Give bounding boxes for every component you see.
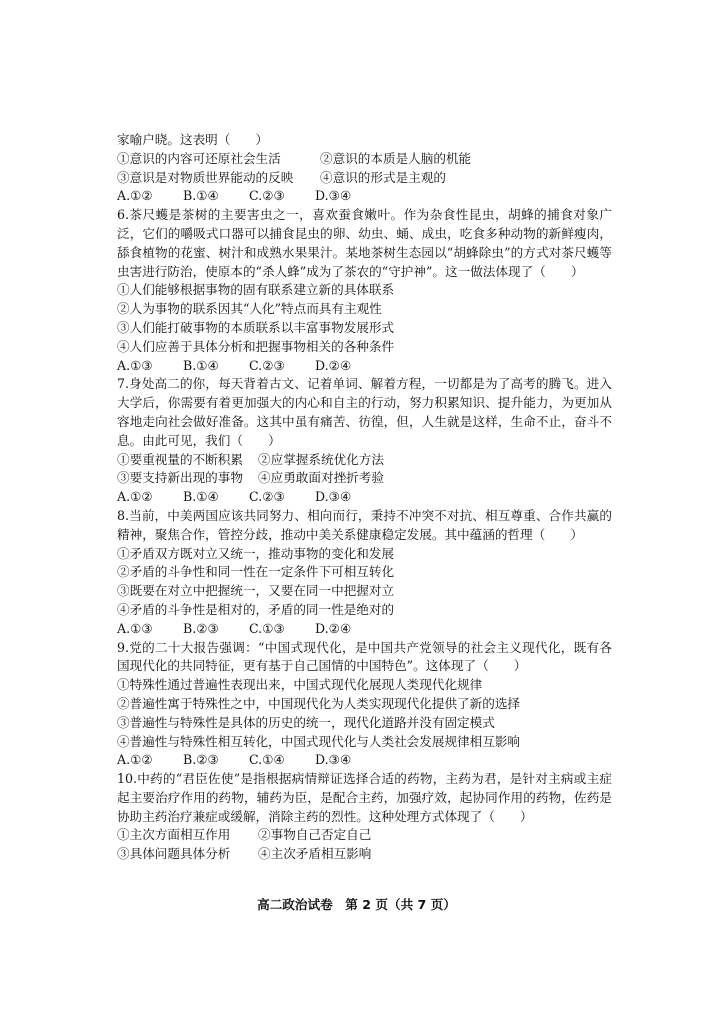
q9-choice-a: A.①② — [117, 752, 153, 768]
q6-option-3: ③人们能打破事物的本质联系以丰富事物发展形式 — [117, 319, 395, 335]
q10-option-3: ③具体问题具体分析 — [117, 846, 231, 862]
question-content — [117, 131, 612, 864]
q6-choice-c: C.②③ — [249, 357, 285, 373]
q6-choice-a: A.①③ — [117, 357, 153, 373]
q8-option-4: ④矛盾的斗争性是相对的，矛盾的同一性是绝对的 — [117, 601, 395, 617]
q5-option-1: ①意识的内容可还原社会生活 — [117, 150, 281, 166]
q6-stem: 6.茶尺蠖是茶树的主要害虫之一，喜欢蚕食嫩叶。作为杂食性昆虫，胡蜂的捕食对象广泛，它们的嚼吸式口器可以捕食昆虫的卵、幼虫、蛹、成虫，吃食多种动物的新鲜瘦肉，舔食植物的花蜜、树汁和成熟水果果汁。某地茶树生态园以“胡蜂除虫”的方式对茶尺蠖等虫害进行防治，使原本的“杀人蜂”成为了茶农的“守护神”。这一做法体现了（ ） — [117, 207, 612, 279]
q6-option-4: ④人们应善于具体分析和把握事物相关的各种条件 — [117, 338, 395, 354]
q6-option-1: ①人们能够根据事物的固有联系建立新的具体联系 — [117, 282, 395, 298]
q9-choices — [117, 751, 612, 770]
q5-choice-d: D.③④ — [315, 188, 352, 204]
q9-option-2: ②普遍性寓于特殊性之中，中国现代化为人类实现现代化提供了新的选择 — [117, 695, 520, 711]
q5-choice-a: A.①② — [117, 188, 153, 204]
q10-option-4: ④主次矛盾相互影响 — [258, 846, 372, 862]
q7-options-row-2 — [117, 469, 612, 488]
q7-choices — [117, 488, 612, 507]
q5-stem-tail: 家喻户晓。这表明（ ） — [117, 132, 269, 147]
q8-option-3: ③既要在对立中把握统一，又要在同一中把握对立 — [117, 583, 395, 599]
q8-option-1: ①矛盾双方既对立又统一，推动事物的变化和发展 — [117, 545, 395, 561]
q8-choice-d: D.②④ — [315, 620, 352, 636]
q5-option-2: ②意识的本质是人脑的机能 — [320, 150, 472, 166]
q8-stem: 8.当前，中美两国应该共同努力、相向而行，秉持不冲突不对抗、相互尊重、合作共赢的精神，聚焦合作，管控分歧，推动中美关系健康稳定发展。其中蕴涵的哲理（ ） — [117, 507, 612, 542]
q7-option-1: ①要重视量的不断积累 — [117, 451, 243, 467]
q8-choices — [117, 620, 612, 639]
q10-option-1: ①主次方面相互作用 — [117, 827, 231, 843]
q9-option-1: ①特殊性通过普遍性表现出来，中国式现代化展现人类现代化规律 — [117, 677, 483, 693]
q10-options-row-2 — [117, 845, 612, 864]
q10-stem: 10.中药的“君臣佐使”是指根据病情辩证选择合适的药物，主药为君，是针对主病或主症起主要治疗作用的药物，辅药为臣，是配合主药，加强疗效，起协同作用的药物，佐药是协助主药治疗兼症或缓解，消除主药的烈性。这种处理方式体现了（ ） — [117, 771, 612, 824]
q9-choice-d: D.③④ — [315, 752, 352, 768]
q7-option-2: ②应掌握系统优化方法 — [258, 451, 384, 467]
q9-choice-b: B.②③ — [183, 752, 219, 768]
q8-choice-c: C.①③ — [249, 620, 285, 636]
q5-choices — [117, 187, 612, 206]
q6-choice-d: D.②④ — [315, 357, 352, 373]
q7-choice-b: B.①④ — [183, 489, 219, 505]
q7-choice-a: A.①② — [117, 489, 153, 505]
q6-choices — [117, 357, 612, 376]
q6-choice-b: B.①④ — [183, 357, 219, 373]
page-footer: 高二政治试卷 第 2 页（共 7 页） — [257, 897, 456, 912]
q5-choice-b: B.①④ — [183, 188, 219, 204]
q9-option-3: ③普遍性与特殊性是具体的历史的统一，现代化道路并没有固定模式 — [117, 714, 495, 730]
q8-choice-a: A.①③ — [117, 620, 153, 636]
q5-options-row-1 — [117, 150, 612, 169]
q7-options-row-1 — [117, 451, 612, 470]
q5-option-3: ③意识是对物质世界能动的反映 — [117, 169, 294, 185]
q10-option-2: ②事物自己否定自己 — [258, 827, 372, 843]
q5-option-4: ④意识的形式是主观的 — [320, 169, 446, 185]
q8-choice-b: B.②③ — [183, 620, 219, 636]
q7-option-4: ④应勇敢面对挫折考验 — [258, 470, 384, 486]
q9-choice-c: C.①④ — [249, 752, 285, 768]
q7-choice-d: D.③④ — [315, 489, 352, 505]
q6-option-2: ②人为事物的联系因其“人化”特点而具有主观性 — [117, 301, 382, 317]
q5-options-row-2 — [117, 169, 612, 188]
q9-option-4: ④普遍性与特殊性相互转化，中国式现代化与人类社会发展规律相互影响 — [117, 733, 520, 749]
q9-stem: 9.党的二十大报告强调：“中国式现代化，是中国共产党领导的社会主义现代化，既有各国现代化的共同特征，更有基于自己国情的中国特色”。这体现了（ ） — [117, 639, 612, 674]
q5-choice-c: C.②③ — [249, 188, 285, 204]
q8-option-2: ②矛盾的斗争性和同一性在一定条件下可相互转化 — [117, 564, 395, 580]
q7-option-3: ③要支持新出现的事物 — [117, 470, 243, 486]
q7-choice-c: C.②③ — [249, 489, 285, 505]
q7-stem: 7.身处高二的你，每天背着古文、记着单词、解着方程，一切都是为了高考的腾飞。进入大学后，你需要有着更加强大的内心和自主的行动，努力积累知识、提升能力，为更加从容地走向社会做好准备。这其中虽有痛苦、彷徨，但，人生就是这样，生命不止，奋斗不息。由此可见，我们（ ） — [117, 376, 612, 448]
q10-options-row-1 — [117, 826, 612, 845]
